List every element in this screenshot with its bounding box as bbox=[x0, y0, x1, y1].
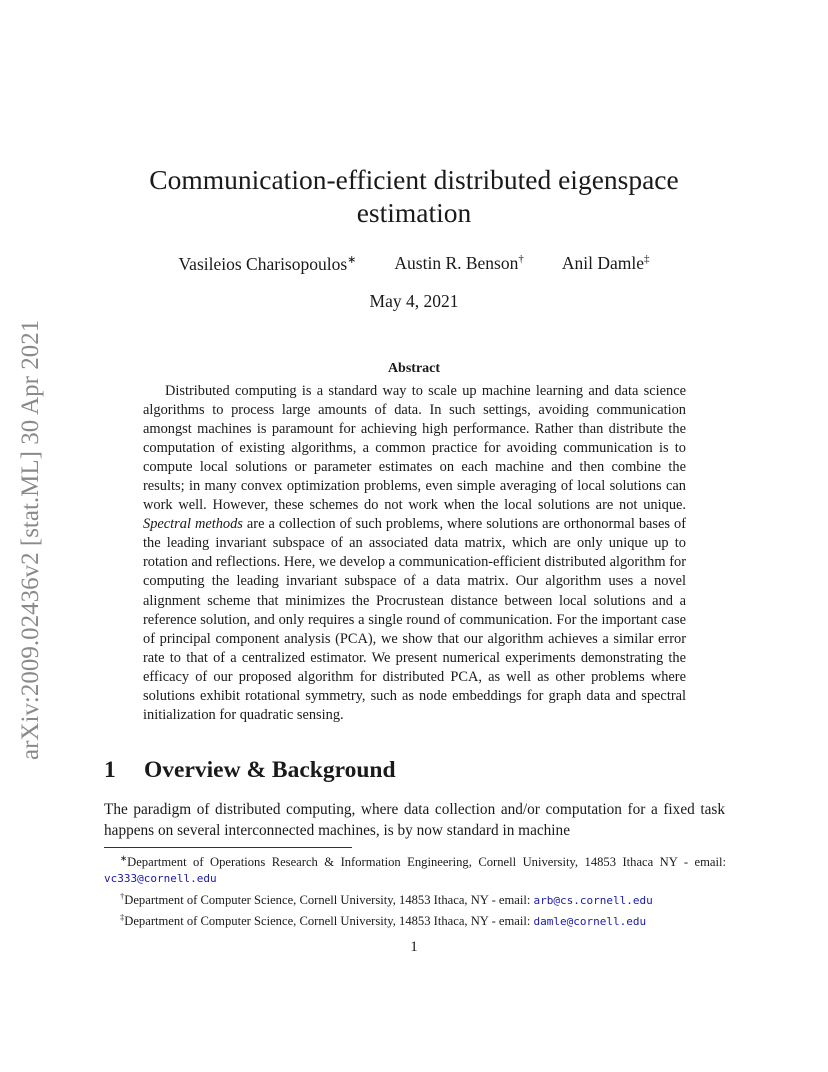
paper-title: Communication-efficient distributed eigenspace estimation bbox=[149, 164, 679, 228]
footnote bbox=[104, 909, 726, 930]
footnote-text: Department of Operations Research & Information Engineering, Cornell University, 14853 Ithaca NY - email: bbox=[127, 855, 726, 870]
section-number: 1 bbox=[104, 757, 116, 783]
publication-date: May 4, 2021 bbox=[369, 291, 459, 311]
author bbox=[394, 253, 523, 275]
author-affiliation-mark: ∗ bbox=[347, 254, 357, 266]
section-heading bbox=[104, 757, 724, 784]
email-link[interactable]: arb@cs.cornell.edu bbox=[533, 893, 653, 907]
author bbox=[178, 253, 356, 275]
footnote-mark: † bbox=[120, 890, 125, 901]
abstract-emphasis: Spectral methods bbox=[143, 516, 243, 533]
author-name: Austin R. Benson bbox=[394, 253, 519, 273]
page-number: 1 bbox=[410, 939, 418, 955]
author-affiliation-mark: ‡ bbox=[644, 253, 650, 266]
footnote-text: Department of Computer Science, Cornell University, 14853 Ithaca, NY - email: bbox=[124, 914, 534, 929]
abstract-text-part: are a collection of such problems, where solutions are orthonormal bases of the leading invariant subspace of an associated data matrix, which are only unique up to rotation and reflections. Here, we develop a communication-efficient distributed algorithm for computing the leading invariant subspace of a data matrix. Our algorithm uses a novel alignment scheme that minimizes the Procrustean distance between local solutions and a reference solution, and only requires a single round of communication. For the important case of principal component analysis (PCA), we show that our algorithm achieves a similar error rate to that of a centralized estimator. We present numerical experiments demonstrating the efficacy of our proposed algorithm for distributed PCA, as well as other problems where solutions exhibit rotational symmetry, such as node embeddings for graph data and spectral initialization for quadratic sensing. bbox=[143, 516, 686, 723]
email-link[interactable]: vc333@cornell.edu bbox=[104, 872, 217, 886]
footnote bbox=[104, 850, 726, 888]
abstract-text-part: Distributed computing is a standard way to scale up machine learning and data science algorithms to process large amounts of data. In such settings, avoiding communication amongst machines is paramount for achieving high performance. Rather than distribute the computation of existing algorithms, a common practice for avoiding communication is to compute local solutions or parameter estimates on each machine and then combine the results; in many convex optimization problems, even simple averaging of local solutions can work well. However, these schemes do not work when the local solutions are not unique. bbox=[143, 383, 686, 514]
footnote bbox=[104, 888, 726, 909]
author-name: Anil Damle bbox=[561, 253, 645, 273]
footnote-mark: ‡ bbox=[120, 912, 125, 923]
abstract-body bbox=[143, 382, 686, 725]
section-body-text: The paradigm of distributed computing, where data collection and/or computation for a fixed task happens on several interconnected machines, is by now standard in machine bbox=[104, 801, 725, 839]
author-name: Vasileios Charisopoulos bbox=[178, 253, 348, 274]
arxiv-identifier-watermark: arXiv:2009.02436v2 [stat.ML] 30 Apr 2021 bbox=[17, 319, 44, 760]
author-affiliation-mark: † bbox=[518, 253, 524, 266]
abstract-heading: Abstract bbox=[387, 361, 441, 376]
footnote-mark: ∗ bbox=[120, 853, 128, 863]
author-list bbox=[100, 253, 728, 275]
footnote-rule bbox=[104, 847, 352, 848]
footnotes bbox=[104, 850, 726, 931]
author bbox=[562, 253, 650, 275]
footnote-text: Department of Computer Science, Cornell University, 14853 Ithaca, NY - email: bbox=[124, 892, 534, 907]
email-link[interactable]: damle@cornell.edu bbox=[533, 915, 647, 929]
section-title: Overview & Background bbox=[144, 757, 396, 783]
